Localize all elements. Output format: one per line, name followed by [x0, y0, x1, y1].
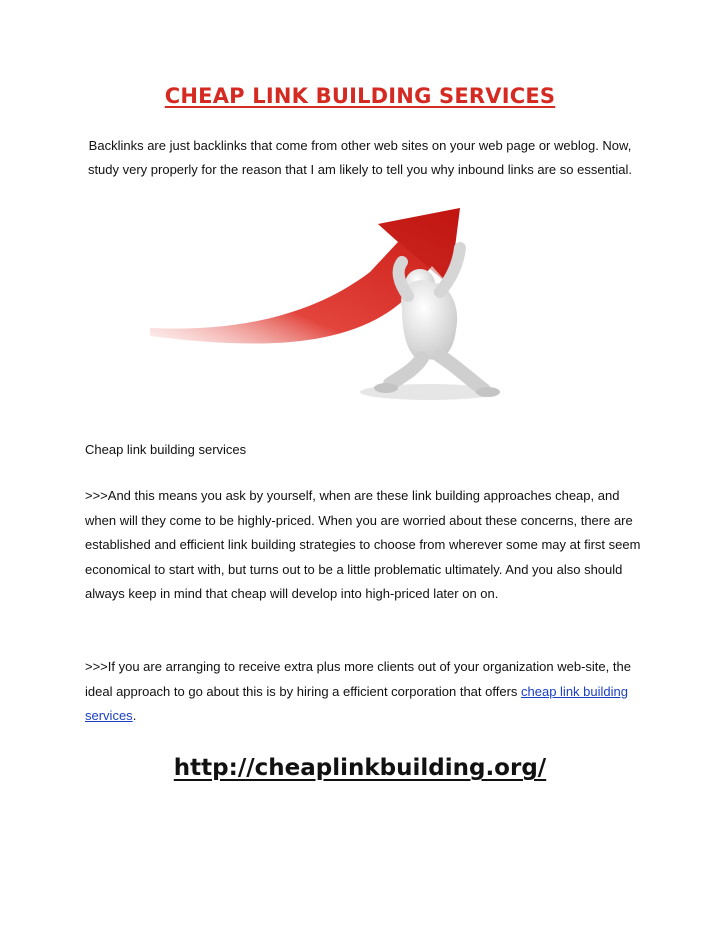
- person-pushing-arrow-icon: [140, 200, 540, 410]
- paragraph-two: [85, 655, 645, 729]
- paragraph-two-text: >>>If you are arranging to receive extra plus more clients out of your organization web-site, the ideal approach to go about this is by hiring a efficient corporation that offers: [85, 659, 631, 699]
- paragraph-two-period: .: [132, 708, 137, 723]
- page-title-text: CHEAP LINK BUILDING SERVICES: [164, 84, 556, 108]
- section-heading: Cheap link building services: [85, 442, 247, 457]
- cheap-link-building-services-link[interactable]: cheap link building services: [85, 683, 628, 723]
- paragraph-one: >>>And this means you ask by yourself, when are these link building approaches cheap, and when will they come to be highly-priced. When you are worried about these concerns, there are established and efficient link building strategies to choose from wherever some may at first seem economical to start with, but turns out to be a little problematic ultimately. And you also should always keep in mind that cheap will develop into high-priced later on on.: [85, 488, 641, 601]
- page-title: [0, 84, 720, 108]
- website-url: [0, 755, 720, 781]
- intro-paragraph: Backlinks are just backlinks that come from other web sites on your web page or weblog. Now, study very properly for the reason that I am likely to tell you why inbound links are so essential.: [87, 138, 633, 177]
- website-url-text: http://cheaplinkbuilding.org/: [173, 755, 547, 781]
